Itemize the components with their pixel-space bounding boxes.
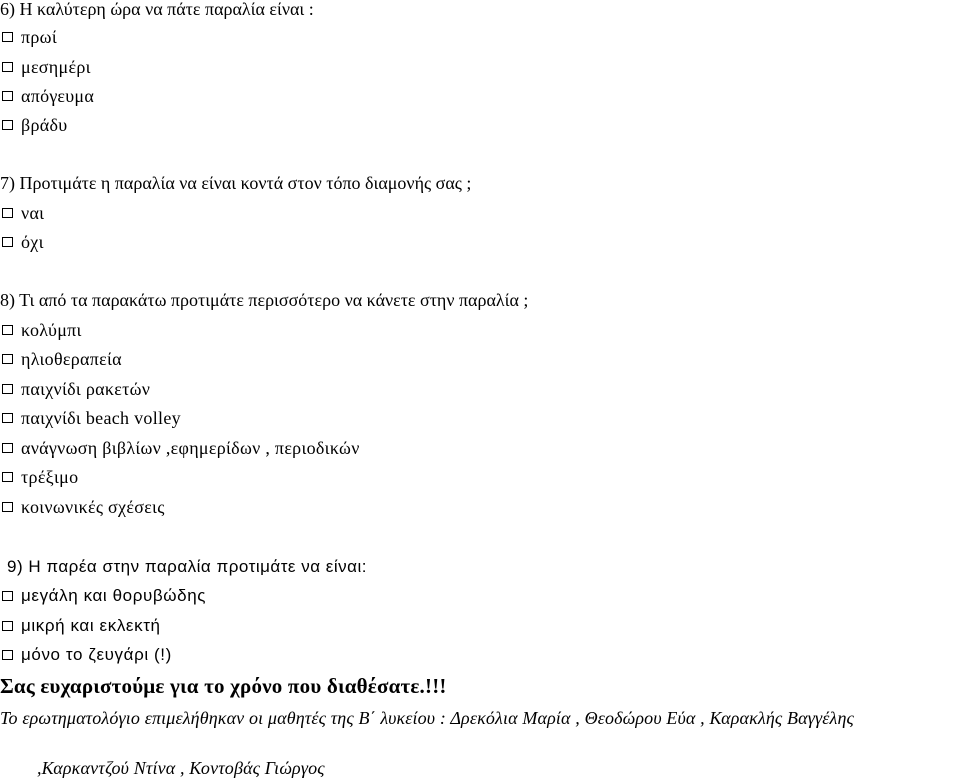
checkbox-icon[interactable] xyxy=(2,237,13,247)
checkbox-icon[interactable] xyxy=(2,472,13,482)
q8-option-reading[interactable] xyxy=(0,437,360,459)
option-label: τρέξιμο xyxy=(21,467,79,487)
question-9-title: 9) Η παρέα στην παραλία προτιμάτε να είναι: xyxy=(7,557,367,576)
option-label: απόγευμα xyxy=(21,86,95,106)
q9-option-big-noisy[interactable] xyxy=(0,585,206,607)
question-7-title: 7) Προτιμάτε η παραλία να είναι κοντά στον τόπο διαμονής σας ; xyxy=(0,173,472,193)
option-label: ανάγνωση βιβλίων ,εφημερίδων , περιοδικών xyxy=(21,438,360,458)
q9-option-small-select[interactable] xyxy=(0,615,161,637)
q9-option-couple[interactable] xyxy=(0,644,172,666)
q6-option-afternoon[interactable] xyxy=(0,85,94,107)
question-8-title: 8) Τι από τα παρακάτω προτιμάτε περισσότερο να κάνετε στην παραλία ; xyxy=(0,290,529,310)
checkbox-icon[interactable] xyxy=(2,591,13,601)
option-label: όχι xyxy=(21,232,44,252)
option-label: ναι xyxy=(21,203,45,223)
checkbox-icon[interactable] xyxy=(2,502,13,512)
q8-option-running[interactable] xyxy=(0,466,78,488)
option-label: κολύμπι xyxy=(21,320,82,340)
checkbox-icon[interactable] xyxy=(2,354,13,364)
option-label: κοινωνικές σχέσεις xyxy=(21,497,165,517)
checkbox-icon[interactable] xyxy=(2,32,13,42)
checkbox-icon[interactable] xyxy=(2,384,13,394)
option-label: μεσημέρι xyxy=(21,57,91,77)
option-label: ηλιοθεραπεία xyxy=(21,349,122,369)
option-label: παιχνίδι ρακετών xyxy=(21,379,151,399)
checkbox-icon[interactable] xyxy=(2,91,13,101)
checkbox-icon[interactable] xyxy=(2,62,13,72)
q7-option-no[interactable] xyxy=(0,231,44,253)
option-label: μεγάλη και θορυβώδης xyxy=(21,586,207,605)
q7-option-yes[interactable] xyxy=(0,202,44,224)
option-label: μικρή και εκλεκτή xyxy=(21,616,161,635)
q8-option-beach-volley[interactable] xyxy=(0,407,181,429)
checkbox-icon[interactable] xyxy=(2,443,13,453)
credits-line-1: Το ερωτηματολόγιο επιμελήθηκαν οι μαθητές της Β΄ λυκείου : Δρεκόλια Μαρία , Θεοδώρου Εύα , Καρακλής Βαγγέλης xyxy=(0,708,854,728)
checkbox-icon[interactable] xyxy=(2,413,13,423)
q8-option-swimming[interactable] xyxy=(0,319,82,341)
option-label: μόνο το ζευγάρι (!) xyxy=(21,645,172,664)
q6-option-noon[interactable] xyxy=(0,56,91,78)
option-label: βράδυ xyxy=(21,115,68,135)
checkbox-icon[interactable] xyxy=(2,650,13,660)
q6-option-evening[interactable] xyxy=(0,114,67,136)
thank-you-message: Σας ευχαριστούμε για το χρόνο που διαθέσατε.!!! xyxy=(0,674,447,698)
checkbox-icon[interactable] xyxy=(2,621,13,631)
credits-line-2: ,Καρκαντζού Ντίνα , Κοντοβάς Γιώργος xyxy=(37,758,325,778)
question-6-title: 6) Η καλύτερη ώρα να πάτε παραλία είναι : xyxy=(0,0,314,19)
q6-option-morning[interactable] xyxy=(0,26,57,48)
checkbox-icon[interactable] xyxy=(2,208,13,218)
option-label: πρωί xyxy=(21,27,57,47)
q8-option-social[interactable] xyxy=(0,496,165,518)
q8-option-sunbathing[interactable] xyxy=(0,348,122,370)
q8-option-rackets[interactable] xyxy=(0,378,150,400)
option-label: παιχνίδι beach volley xyxy=(21,408,181,428)
checkbox-icon[interactable] xyxy=(2,120,13,130)
checkbox-icon[interactable] xyxy=(2,325,13,335)
